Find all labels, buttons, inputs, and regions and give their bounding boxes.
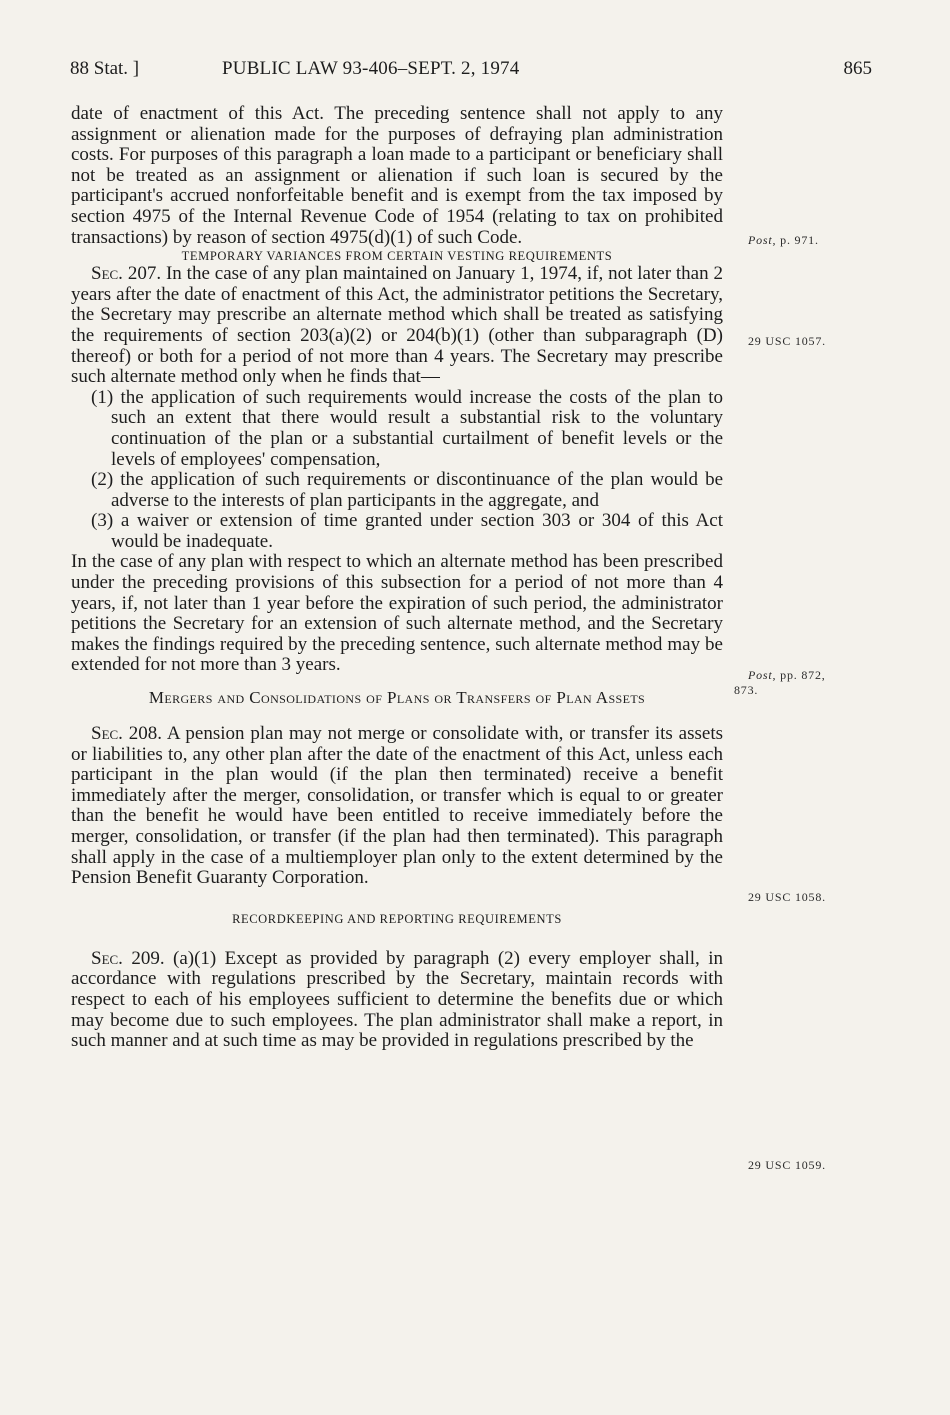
margin-note-post-872: Post, pp. 872, — [748, 668, 826, 682]
page-number: 865 — [843, 58, 872, 79]
list-item-3: (3) a waiver or extension of time granted under section 303 or 304 of this Act would be inadequate. — [91, 510, 723, 552]
sec-208-text: 208. A pension plan may not merge or consolidate with, or transfer its assets or liabilities to, any other plan after the date of the enactment of this Act, unless each participant in the plan would (if the plan then terminated) receive a benefit immediately after the merger, consolidation, or transfer which is equal to or greater than the benefit he would have been entitled to receive immediately before the merger, consolidation, or transfer (if the plan had then terminated). This paragraph shall apply in the case of a multiemployer plan only to the extent determined by the Pension Benefit Guaranty Corporation. — [71, 723, 723, 889]
statute-volume: 88 Stat. ] — [70, 58, 140, 79]
margin-note-29-usc-1059: 29 USC 1059. — [748, 1158, 826, 1172]
running-title: PUBLIC LAW 93-406–SEPT. 2, 1974 — [222, 58, 520, 79]
sec-label: Sec. — [91, 263, 123, 285]
section-207-continuation: In the case of any plan with respect to which an alternate method has been prescribed under the preceding provisions of this subsection for a period of not more than 4 years, if, not later than 1 year before the expiration of such period, the administrator petitions the Secretary for an extension of such alternate method, and the Secretary makes the findings required by the preceding sentence, such alternate method may be extended for not more than 3 years. — [71, 551, 723, 676]
sec-label: Sec. — [91, 723, 123, 745]
sec-207-text: 207. In the case of any plan maintained on January 1, 1974, if, not later than 2 years after the date of enactment of this Act, the administrator petitions the Secretary, the Secretary may prescribe an alternate method which shall be treated as satisfying the requirements of section 203(a)(2) or 204(b)(1) (other than subparagraph (D) thereof) or both for a period of not more than 4 years. The Secretary may prescribe such alternate method only when he finds that— — [71, 263, 723, 388]
section-heading-208: Mergers and Consolidations of Plans or Transfers of Plan Assets — [148, 688, 646, 708]
section-heading-209: RECORDKEEPING AND REPORTING REQUIREMENTS — [232, 911, 562, 926]
sec-209-text: 209. (a)(1) Except as provided by paragraph (2) every employer shall, in accordance with regulations prescribed by the Secretary, maintain records with respect to each of his employees sufficient to determine the benefits due or which may become due to such employees. The plan administrator shall make a report, in such manner and at such time as may be provided in regulations prescribed by the — [71, 947, 723, 1052]
margin-note-29-usc-1058: 29 USC 1058. — [748, 890, 826, 904]
document-body — [71, 104, 723, 1052]
margin-note-29-usc-1057: 29 USC 1057. — [748, 334, 826, 348]
section-207-paragraph — [71, 264, 723, 388]
page-header — [70, 58, 872, 82]
section-208-paragraph — [71, 724, 723, 889]
margin-note-873: 873. — [734, 683, 759, 697]
list-item-2: (2) the application of such requirements or discontinuance of the plan would be adverse to the interests of plan participants in the aggregate, and — [91, 469, 723, 511]
list-item-1: (1) the application of such requirements would increase the costs of the plan to such an extent that there would result a substantial risk to the voluntary continuation of the plan or a substantial curtailment of benefit levels or the levels of employees' compensation, — [91, 386, 723, 470]
sec-label: Sec. — [91, 947, 123, 969]
section-heading-207: TEMPORARY VARIANCES FROM CERTAIN VESTING REQUIREMENTS — [181, 249, 613, 264]
margin-note-post-971: Post, p. 971. — [748, 233, 819, 247]
section-209-paragraph — [71, 949, 723, 1052]
paragraph-intro: date of enactment of this Act. The preceding sentence shall not apply to any assignment or alienation made for the purposes of defraying plan administration costs. For purposes of this paragraph a loan made to a participant or beneficiary shall not be treated as an assignment or alienation if such loan is secured by the participant's accrued nonforfeitable benefit and is exempt from the tax imposed by section 4975 of the Internal Revenue Code of 1954 (relating to tax on prohibited transactions) by reason of section 4975(d)(1) of such Code. — [71, 103, 723, 248]
